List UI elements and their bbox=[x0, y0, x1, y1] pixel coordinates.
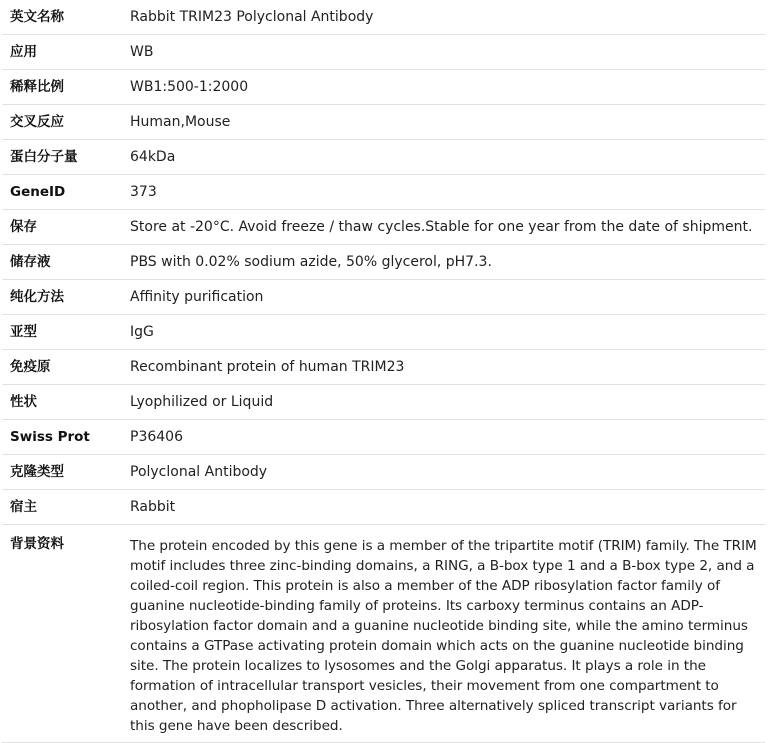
spec-row-cross-reactivity bbox=[2, 105, 765, 140]
spec-row-host bbox=[2, 490, 765, 525]
spec-label: 克隆类型 bbox=[2, 455, 124, 490]
spec-row-form bbox=[2, 385, 765, 420]
spec-label: Swiss Prot bbox=[2, 420, 124, 455]
spec-label: 亚型 bbox=[2, 315, 124, 350]
spec-label: 背景资料 bbox=[2, 525, 124, 743]
spec-value: Store at -20°C. Avoid freeze / thaw cycles.Stable for one year from the date of shipment. bbox=[124, 210, 765, 245]
spec-value: PBS with 0.02% sodium azide, 50% glycerol, pH7.3. bbox=[124, 245, 765, 280]
spec-row-swiss-prot bbox=[2, 420, 765, 455]
spec-value: 64kDa bbox=[124, 140, 765, 175]
spec-label: 应用 bbox=[2, 35, 124, 70]
spec-row-molecular-weight bbox=[2, 140, 765, 175]
spec-row-dilution bbox=[2, 70, 765, 105]
spec-label: 稀释比例 bbox=[2, 70, 124, 105]
spec-row-storage bbox=[2, 210, 765, 245]
spec-row-english-name bbox=[2, 0, 765, 35]
spec-value: Human,Mouse bbox=[124, 105, 765, 140]
spec-value: 373 bbox=[124, 175, 765, 210]
spec-label: 性状 bbox=[2, 385, 124, 420]
spec-row-application bbox=[2, 35, 765, 70]
spec-value: Polyclonal Antibody bbox=[124, 455, 765, 490]
spec-label: 宿主 bbox=[2, 490, 124, 525]
spec-row-background bbox=[2, 525, 765, 743]
spec-value: Recombinant protein of human TRIM23 bbox=[124, 350, 765, 385]
product-spec-table bbox=[2, 0, 765, 743]
spec-row-storage-buffer bbox=[2, 245, 765, 280]
spec-value: WB1:500-1:2000 bbox=[124, 70, 765, 105]
spec-value: Affinity purification bbox=[124, 280, 765, 315]
spec-row-gene-id bbox=[2, 175, 765, 210]
spec-label: 蛋白分子量 bbox=[2, 140, 124, 175]
spec-label: 交叉反应 bbox=[2, 105, 124, 140]
spec-label: 储存液 bbox=[2, 245, 124, 280]
spec-value: Lyophilized or Liquid bbox=[124, 385, 765, 420]
spec-value: WB bbox=[124, 35, 765, 70]
spec-value: IgG bbox=[124, 315, 765, 350]
spec-value: P36406 bbox=[124, 420, 765, 455]
background-description: The protein encoded by this gene is a member of the tripartite motif (TRIM) family. The TRIM motif includes three zinc-binding domains, a RING, a B-box type 1 and a B-box type 2, and a coiled-coil region. This protein is also a member of the ADP ribosylation factor family of guanine nucleotide-binding family of proteins. Its carboxy terminus contains an ADP-ribosylation factor domain and a guanine nucleotide binding site, while the amino terminus contains a GTPase activating protein domain which acts on the guanine nucleotide binding site. The protein localizes to lysosomes and the Golgi apparatus. It plays a role in the formation of intracellular transport vesicles, their movement from one compartment to another, and phopholipase D activation. Three alternatively spliced transcript variants for this gene have been described. bbox=[124, 525, 765, 743]
spec-row-clonality bbox=[2, 455, 765, 490]
spec-label: 保存 bbox=[2, 210, 124, 245]
spec-label: 纯化方法 bbox=[2, 280, 124, 315]
spec-value: Rabbit bbox=[124, 490, 765, 525]
spec-value: Rabbit TRIM23 Polyclonal Antibody bbox=[124, 0, 765, 35]
spec-row-immunogen bbox=[2, 350, 765, 385]
spec-label: 免疫原 bbox=[2, 350, 124, 385]
spec-label: GeneID bbox=[2, 175, 124, 210]
spec-row-purification bbox=[2, 280, 765, 315]
spec-label: 英文名称 bbox=[2, 0, 124, 35]
spec-row-isotype bbox=[2, 315, 765, 350]
